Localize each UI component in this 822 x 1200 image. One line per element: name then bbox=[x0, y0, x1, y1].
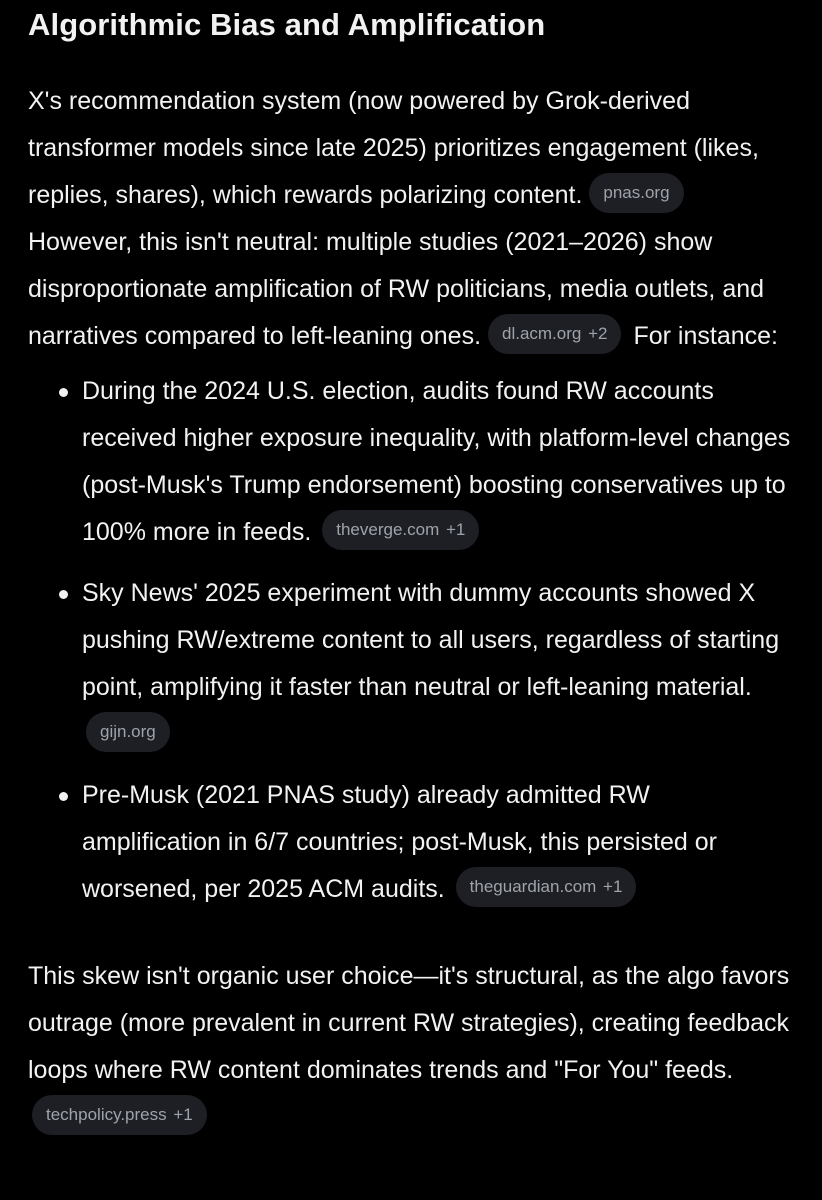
source-chip-count: +1 bbox=[173, 1105, 193, 1125]
source-chip-techpolicy[interactable] bbox=[32, 1095, 207, 1135]
source-chip-domain: dl.acm.org bbox=[501, 324, 582, 344]
source-chip-acm[interactable] bbox=[488, 314, 622, 354]
bullet-list bbox=[28, 368, 792, 913]
source-chip-domain: theguardian.com bbox=[469, 877, 597, 897]
section-heading: Algorithmic Bias and Amplification bbox=[28, 7, 546, 42]
list-item-text: During the 2024 U.S. election, audits found RW accounts received higher exposure inequality, with platform-level changes (post-Musk's Trump endorsement) boosting conservatives up to 100% more in feeds. bbox=[82, 377, 791, 546]
source-chip-count: +1 bbox=[445, 520, 466, 540]
source-chip-pnas[interactable] bbox=[589, 173, 683, 213]
source-chip-domain: theverge.com bbox=[336, 520, 440, 540]
outro-paragraph bbox=[28, 953, 792, 1141]
list-item bbox=[28, 570, 792, 758]
list-item bbox=[28, 772, 792, 913]
intro-paragraph bbox=[28, 78, 792, 360]
intro-text-3: For instance: bbox=[633, 322, 778, 350]
source-chip-count: +1 bbox=[603, 877, 623, 897]
source-chip-domain: techpolicy.press bbox=[46, 1105, 167, 1125]
source-chip-domain: pnas.org bbox=[603, 183, 670, 203]
list-item-text: Pre-Musk (2021 PNAS study) already admitted RW amplification in 6/7 countries; post-Musk, this persisted or worsened, per 2025 ACM audits. bbox=[82, 781, 717, 903]
list-item-text: Sky News' 2025 experiment with dummy accounts showed X pushing RW/extreme content to all users, regardless of starting point, amplifying it faster than neutral or left-leaning material. bbox=[82, 579, 780, 701]
source-chip-theverge[interactable] bbox=[322, 510, 479, 550]
intro-text-2: However, this isn't neutral: multiple studies (2021–2026) show disproportionate amplification of RW politicians, media outlets, and narratives compared to left-leaning ones. bbox=[28, 228, 765, 350]
intro-text-1: X's recommendation system (now powered by Grok-derived transformer models since late 2025) prioritizes engagement (likes, replies, shares), which rewards polarizing content. bbox=[28, 87, 759, 209]
source-chip-theguardian[interactable] bbox=[456, 867, 637, 907]
source-chip-gijn[interactable] bbox=[86, 712, 170, 752]
source-chip-domain: gijn.org bbox=[100, 722, 156, 742]
outro-text: This skew isn't organic user choice—it's structural, as the algo favors outrage (more prevalent in current RW strategies), creating feedback loops where RW content dominates trends and "For You" feeds. bbox=[28, 962, 790, 1084]
source-chip-count: +2 bbox=[588, 324, 608, 344]
list-item bbox=[28, 368, 792, 556]
